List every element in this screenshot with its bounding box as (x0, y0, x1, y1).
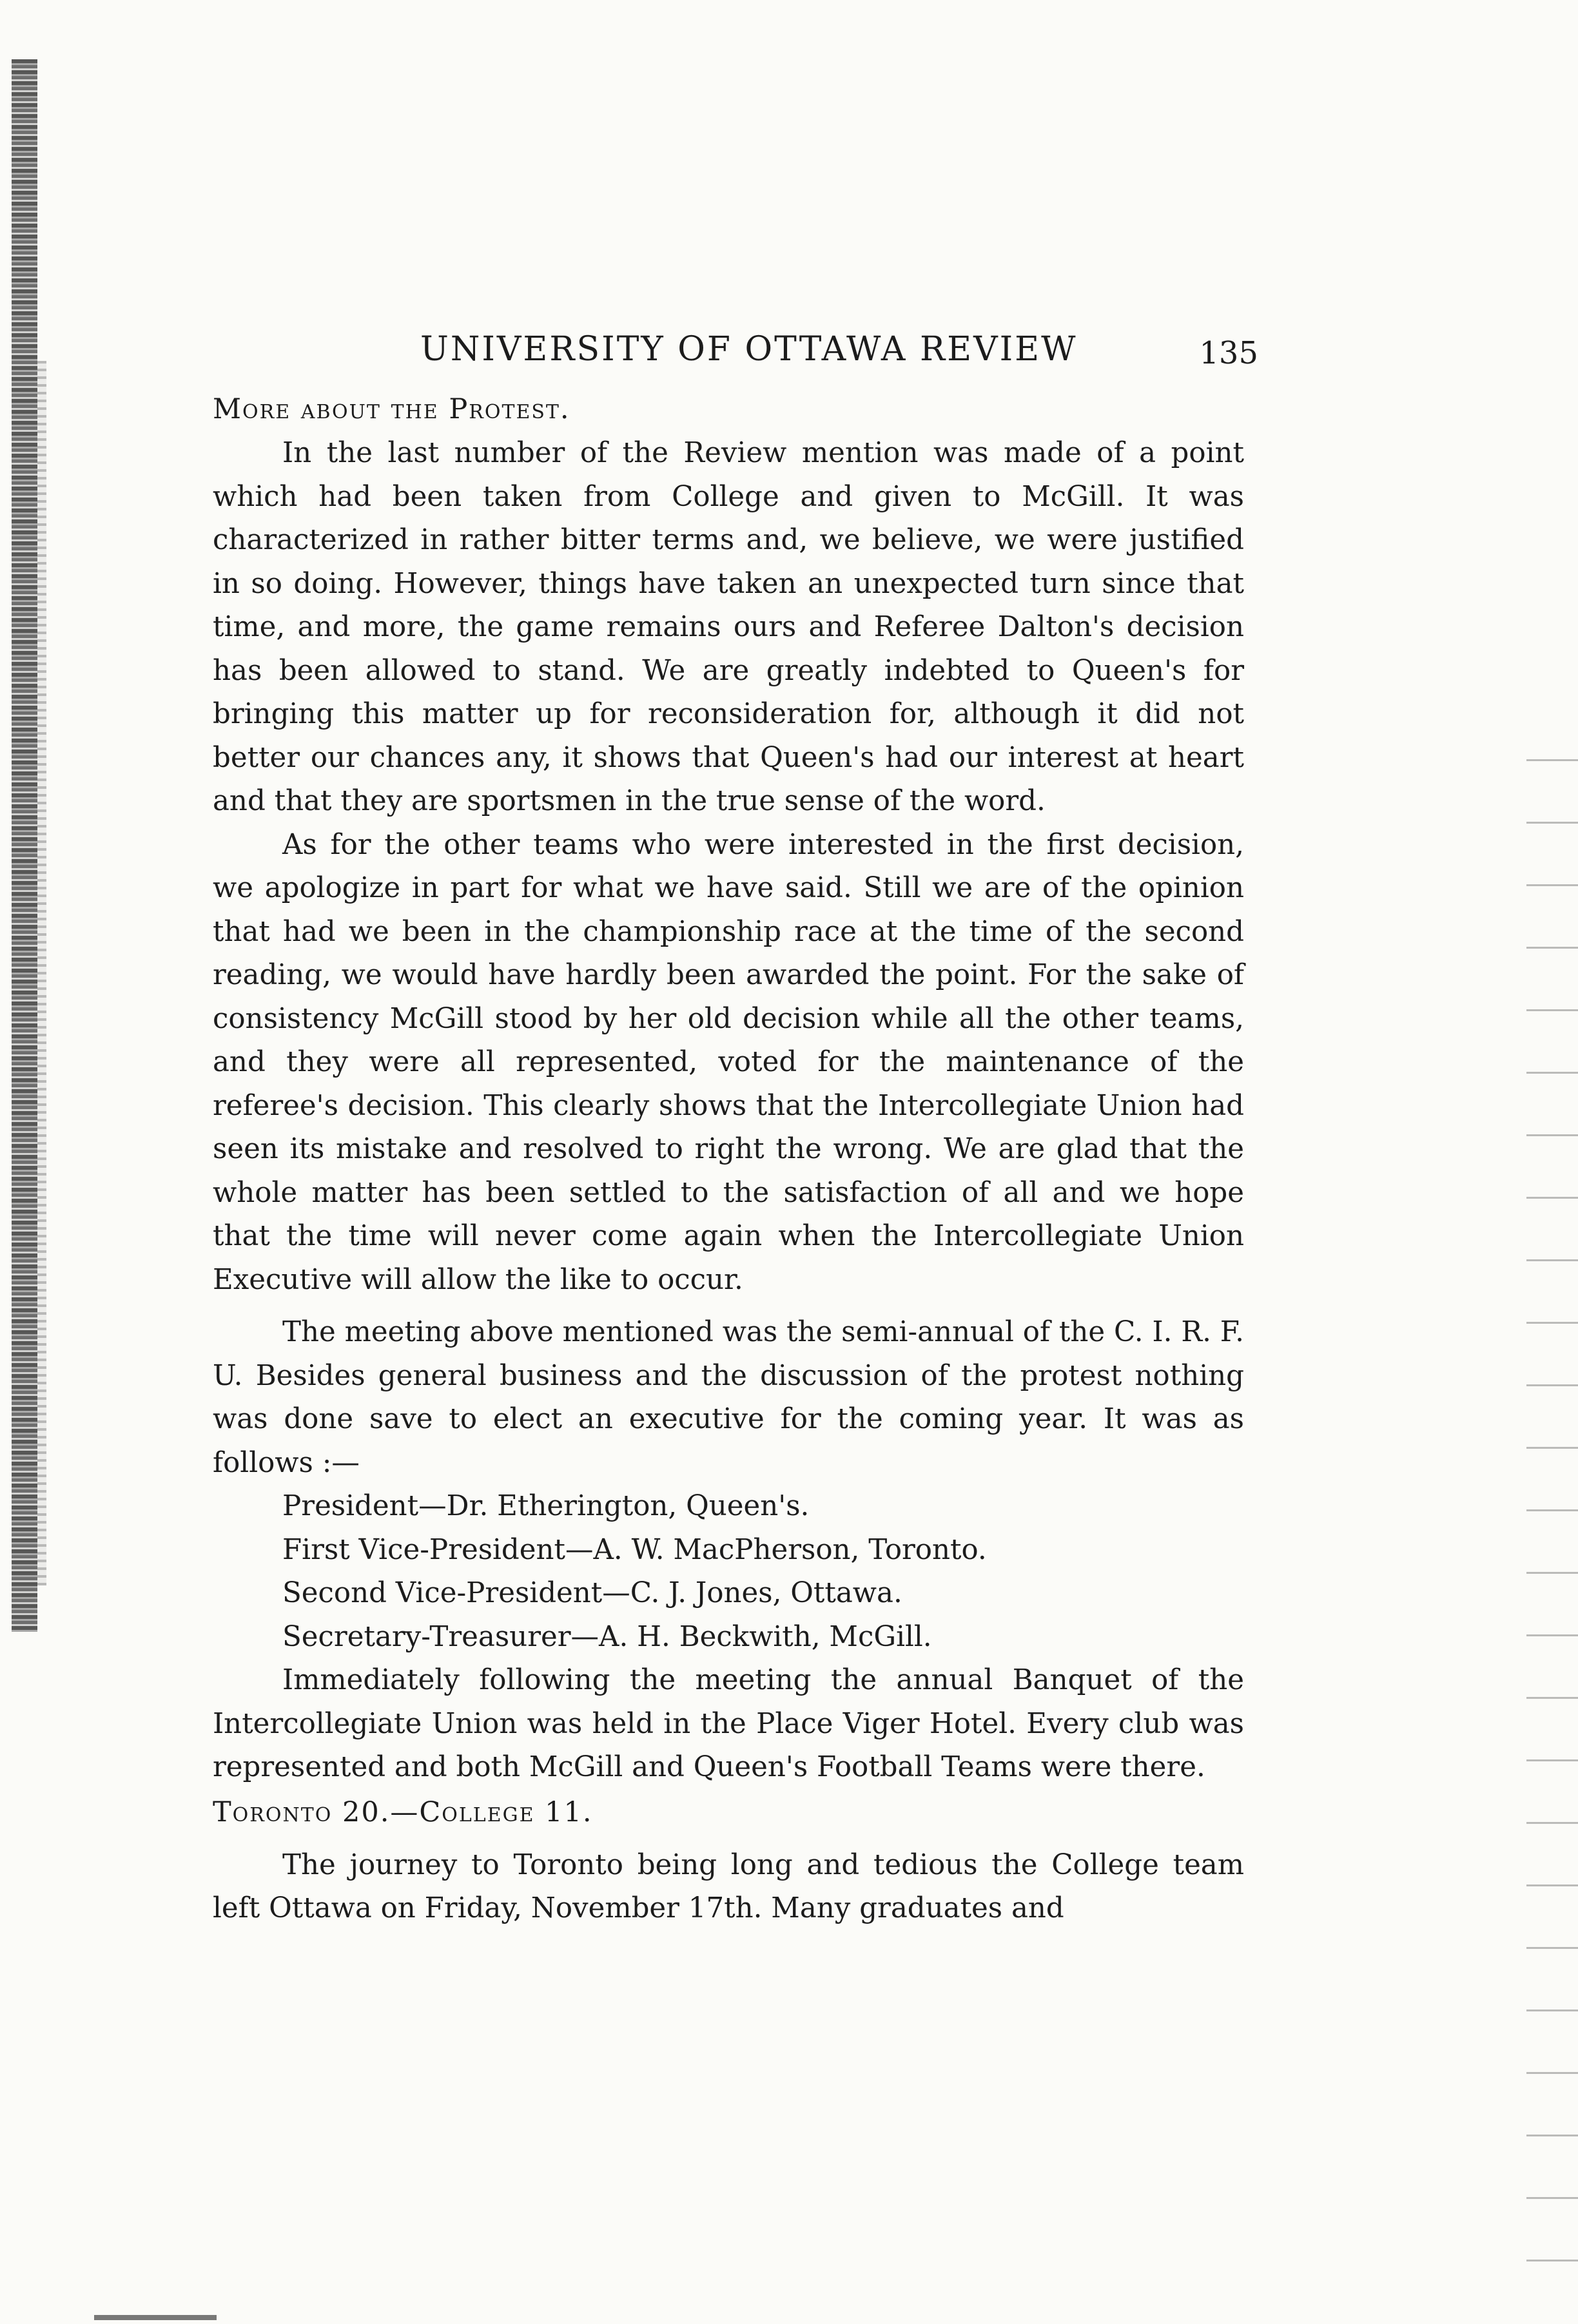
officer-entry: Second Vice-President—C. J. Jones, Ottawa. (282, 1577, 902, 1609)
paragraph: Immediately following the meeting the annual Banquet of the Intercollegiate Union was held in the Place Viger Hotel. Every club was represented and both McGill and Queen's Football Teams were there. (213, 1664, 1244, 1783)
book-binding-edge (12, 59, 37, 1632)
page-edge-marks (1526, 735, 1578, 2294)
paragraph: The journey to Toronto being long and tedious the College team left Ottawa on Friday, November 17th. Many graduates and (213, 1848, 1244, 1924)
paragraph: In the last number of the Review mention was made of a point which had been taken from College and given to McGill. It was characterized in rather bitter terms and, we believe, we were justified in so doing. However, things have taken an unexpected turn since that time, and more, the game remains ours and Referee Dalton's decision has been allowed to stand. We are greatly indebted to Queen's for bringing this matter up for reconsideration for, although it did not better our chances any, it shows that Queen's had our interest at heart and that they are sportsmen in the true sense of the word. (213, 437, 1244, 817)
page-header (420, 330, 1258, 375)
bottom-edge-mark (94, 2315, 217, 2320)
paragraph: The meeting above mentioned was the semi-annual of the C. I. R. F. U. Besides general business and the discussion of the protest nothing was done save to elect an executive for the coming year. It was as follows :— (213, 1316, 1244, 1479)
paragraph: As for the other teams who were interested in the first decision, we apologize in part for what we have said. Still we are of the opinion that had we been in the championship race at the time of the second reading, we would have hardly been awarded the point. For the sake of consistency McGill stood by her old decision while all the other teams, and they were all represented, voted for the maintenance of the referee's decision. This clearly shows that the Intercollegiate Union had seen its mistake and resolved to right the wrong. We are glad that the whole matter has been settled to the satisfaction of all and we hope that the time will never come again when the Intercollegiate Union Executive will allow the like to occur. (213, 828, 1244, 1296)
page-number: 135 (1199, 335, 1258, 371)
binding-shadow (37, 361, 46, 1585)
section-heading-protest: More about the Protest. (213, 393, 570, 425)
officer-entry: President—Dr. Etherington, Queen's. (282, 1490, 810, 1522)
section-heading-toronto-game: Toronto 20.—College 11. (213, 1796, 593, 1828)
officer-entry: First Vice-President—A. W. MacPherson, Toronto. (282, 1533, 987, 1566)
running-title: UNIVERSITY OF OTTAWA REVIEW (420, 330, 1078, 369)
article-body (213, 387, 1244, 1931)
officer-entry: Secretary-Treasurer—A. H. Beckwith, McGill. (282, 1620, 932, 1653)
